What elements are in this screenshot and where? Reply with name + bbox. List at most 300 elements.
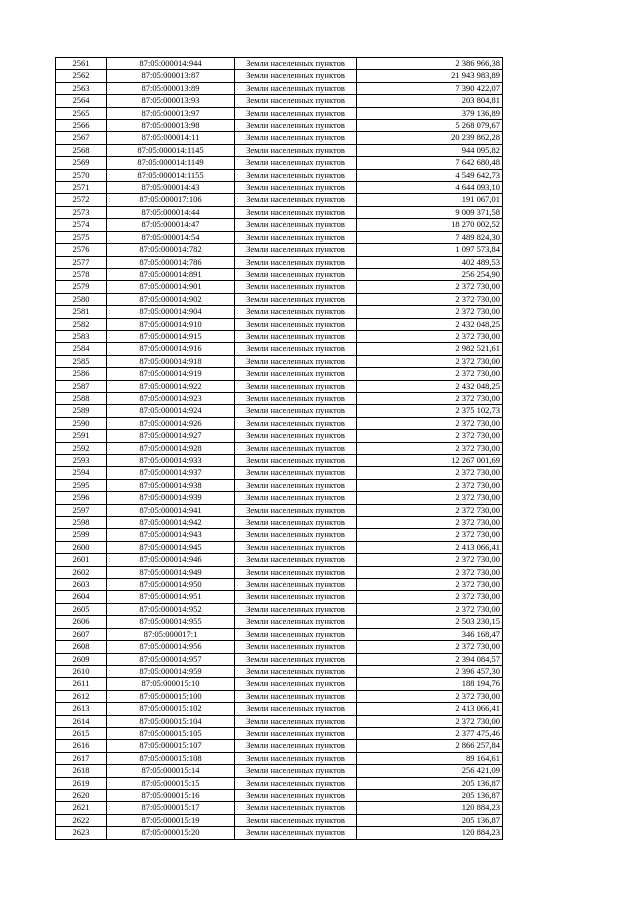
row-number-cell: 2600	[56, 541, 107, 553]
cadastral-number-cell: 87:05:000014:922	[107, 380, 235, 392]
land-category-cell: Земли населенных пунктов	[235, 616, 357, 628]
cadastral-value-cell: 2 982 521,61	[357, 343, 503, 355]
cadastral-value-cell: 7 642 680,48	[357, 157, 503, 169]
table-row	[56, 467, 503, 479]
table-row	[56, 244, 503, 256]
cadastral-number-cell: 87:05:000014:944	[107, 58, 235, 70]
cadastral-value-cell: 402 489,53	[357, 256, 503, 268]
cadastral-value-cell: 2 372 730,00	[357, 504, 503, 516]
cadastral-value-cell: 2 503 230,15	[357, 616, 503, 628]
cadastral-number-cell: 87:05:000015:10	[107, 678, 235, 690]
table-row	[56, 157, 503, 169]
table-row	[56, 765, 503, 777]
land-category-cell: Земли населенных пунктов	[235, 58, 357, 70]
cadastral-value-cell: 2 372 730,00	[357, 293, 503, 305]
table-row	[56, 554, 503, 566]
row-number-cell: 2588	[56, 392, 107, 404]
row-number-cell: 2616	[56, 740, 107, 752]
row-number-cell: 2587	[56, 380, 107, 392]
cadastral-value-cell: 379 136,89	[357, 107, 503, 119]
land-category-cell: Земли населенных пунктов	[235, 665, 357, 677]
row-number-cell: 2598	[56, 517, 107, 529]
land-category-cell: Земли населенных пунктов	[235, 566, 357, 578]
row-number-cell: 2603	[56, 579, 107, 591]
cadastral-value-cell: 21 943 983,89	[357, 70, 503, 82]
table-row	[56, 219, 503, 231]
cadastral-number-cell: 87:05:000014:956	[107, 641, 235, 653]
land-category-cell: Земли населенных пунктов	[235, 765, 357, 777]
cadastral-value-cell: 2 372 730,00	[357, 690, 503, 702]
row-number-cell: 2577	[56, 256, 107, 268]
land-category-cell: Земли населенных пунктов	[235, 368, 357, 380]
cadastral-value-cell: 120 884,23	[357, 827, 503, 839]
cadastral-value-cell: 2 432 048,25	[357, 318, 503, 330]
table-row	[56, 70, 503, 82]
row-number-cell: 2580	[56, 293, 107, 305]
row-number-cell: 2618	[56, 765, 107, 777]
cadastral-number-cell: 87:05:000014:952	[107, 603, 235, 615]
land-category-cell: Земли населенных пунктов	[235, 492, 357, 504]
table-row	[56, 827, 503, 839]
cadastral-value-cell: 89 164,61	[357, 752, 503, 764]
row-number-cell: 2617	[56, 752, 107, 764]
cadastral-value-cell: 2 394 084,57	[357, 653, 503, 665]
cadastral-value-cell: 120 884,23	[357, 802, 503, 814]
cadastral-value-cell: 5 268 079,67	[357, 120, 503, 132]
land-category-cell: Земли населенных пунктов	[235, 132, 357, 144]
land-category-cell: Земли населенных пунктов	[235, 343, 357, 355]
cadastral-value-cell: 2 372 730,00	[357, 579, 503, 591]
cadastral-number-cell: 87:05:000014:945	[107, 541, 235, 553]
cadastral-number-cell: 87:05:000015:102	[107, 703, 235, 715]
cadastral-value-cell: 2 372 730,00	[357, 715, 503, 727]
cadastral-number-cell: 87:05:000014:902	[107, 293, 235, 305]
table-row	[56, 628, 503, 640]
cadastral-value-cell: 2 377 475,46	[357, 727, 503, 739]
land-category-cell: Земли населенных пунктов	[235, 206, 357, 218]
cadastral-number-cell: 87:05:000014:923	[107, 392, 235, 404]
cadastral-number-cell: 87:05:000014:786	[107, 256, 235, 268]
cadastral-number-cell: 87:05:000013:89	[107, 82, 235, 94]
row-number-cell: 2607	[56, 628, 107, 640]
land-category-cell: Земли населенных пунктов	[235, 144, 357, 156]
row-number-cell: 2562	[56, 70, 107, 82]
cadastral-value-cell: 2 432 048,25	[357, 380, 503, 392]
row-number-cell: 2570	[56, 169, 107, 181]
cadastral-value-cell: 7 489 824,30	[357, 231, 503, 243]
table-row	[56, 777, 503, 789]
land-category-cell: Земли населенных пунктов	[235, 417, 357, 429]
cadastral-number-cell: 87:05:000014:1149	[107, 157, 235, 169]
row-number-cell: 2565	[56, 107, 107, 119]
table-row	[56, 132, 503, 144]
cadastral-number-cell: 87:05:000017:1	[107, 628, 235, 640]
row-number-cell: 2582	[56, 318, 107, 330]
table-row	[56, 616, 503, 628]
land-category-cell: Земли населенных пунктов	[235, 157, 357, 169]
table-row	[56, 268, 503, 280]
land-category-cell: Земли населенных пунктов	[235, 504, 357, 516]
cadastral-value-cell: 2 372 730,00	[357, 392, 503, 404]
land-category-cell: Земли населенных пунктов	[235, 802, 357, 814]
cadastral-number-cell: 87:05:000017:106	[107, 194, 235, 206]
land-category-cell: Земли населенных пунктов	[235, 529, 357, 541]
cadastral-value-cell: 2 372 730,00	[357, 479, 503, 491]
cadastral-value-cell: 256 421,09	[357, 765, 503, 777]
land-category-cell: Земли населенных пунктов	[235, 194, 357, 206]
land-category-cell: Земли населенных пунктов	[235, 256, 357, 268]
table-row	[56, 392, 503, 404]
row-number-cell: 2611	[56, 678, 107, 690]
table-row	[56, 740, 503, 752]
table-row	[56, 802, 503, 814]
cadastral-value-cell: 2 372 730,00	[357, 566, 503, 578]
row-number-cell: 2590	[56, 417, 107, 429]
cadastral-value-cell: 2 372 730,00	[357, 442, 503, 454]
cadastral-value-cell: 2 396 457,30	[357, 665, 503, 677]
cadastral-value-cell: 2 372 730,00	[357, 417, 503, 429]
cadastral-number-cell: 87:05:000014:919	[107, 368, 235, 380]
cadastral-value-cell: 20 239 862,28	[357, 132, 503, 144]
cadastral-number-cell: 87:05:000015:19	[107, 814, 235, 826]
row-number-cell: 2622	[56, 814, 107, 826]
cadastral-number-cell: 87:05:000014:927	[107, 430, 235, 442]
row-number-cell: 2561	[56, 58, 107, 70]
row-number-cell: 2599	[56, 529, 107, 541]
cadastral-value-cell: 2 413 066,41	[357, 703, 503, 715]
table-row	[56, 442, 503, 454]
table-row	[56, 417, 503, 429]
cadastral-number-cell: 87:05:000014:951	[107, 591, 235, 603]
table-row	[56, 591, 503, 603]
row-number-cell: 2602	[56, 566, 107, 578]
cadastral-value-cell: 2 372 730,00	[357, 517, 503, 529]
row-number-cell: 2579	[56, 281, 107, 293]
cadastral-number-cell: 87:05:000014:904	[107, 306, 235, 318]
table-row	[56, 789, 503, 801]
row-number-cell: 2568	[56, 144, 107, 156]
cadastral-number-cell: 87:05:000015:20	[107, 827, 235, 839]
cadastral-number-cell: 87:05:000014:957	[107, 653, 235, 665]
cadastral-value-cell: 4 549 642,73	[357, 169, 503, 181]
cadastral-number-cell: 87:05:000014:1145	[107, 144, 235, 156]
land-category-cell: Земли населенных пунктов	[235, 95, 357, 107]
row-number-cell: 2613	[56, 703, 107, 715]
cadastral-value-cell: 191 067,01	[357, 194, 503, 206]
row-number-cell: 2620	[56, 789, 107, 801]
land-category-cell: Земли населенных пунктов	[235, 715, 357, 727]
table-row	[56, 492, 503, 504]
cadastral-number-cell: 87:05:000015:104	[107, 715, 235, 727]
row-number-cell: 2595	[56, 479, 107, 491]
land-category-cell: Земли населенных пунктов	[235, 293, 357, 305]
cadastral-value-cell: 944 095,82	[357, 144, 503, 156]
land-category-cell: Земли населенных пунктов	[235, 442, 357, 454]
cadastral-number-cell: 87:05:000014:915	[107, 330, 235, 342]
cadastral-number-cell: 87:05:000014:946	[107, 554, 235, 566]
row-number-cell: 2574	[56, 219, 107, 231]
row-number-cell: 2606	[56, 616, 107, 628]
land-category-cell: Земли населенных пунктов	[235, 827, 357, 839]
cadastral-value-cell: 188 194,76	[357, 678, 503, 690]
cadastral-value-cell: 205 136,87	[357, 789, 503, 801]
cadastral-number-cell: 87:05:000014:949	[107, 566, 235, 578]
land-category-cell: Земли населенных пунктов	[235, 603, 357, 615]
land-category-cell: Земли населенных пунктов	[235, 70, 357, 82]
cadastral-value-cell: 205 136,87	[357, 814, 503, 826]
land-category-cell: Земли населенных пунктов	[235, 690, 357, 702]
land-category-cell: Земли населенных пунктов	[235, 653, 357, 665]
cadastral-number-cell: 87:05:000014:782	[107, 244, 235, 256]
row-number-cell: 2593	[56, 455, 107, 467]
row-number-cell: 2615	[56, 727, 107, 739]
row-number-cell: 2592	[56, 442, 107, 454]
cadastral-number-cell: 87:05:000014:44	[107, 206, 235, 218]
table-row	[56, 529, 503, 541]
cadastral-number-cell: 87:05:000014:937	[107, 467, 235, 479]
land-category-cell: Земли населенных пунктов	[235, 405, 357, 417]
cadastral-value-cell: 2 372 730,00	[357, 467, 503, 479]
land-category-cell: Земли населенных пунктов	[235, 318, 357, 330]
cadastral-number-cell: 87:05:000014:916	[107, 343, 235, 355]
land-category-cell: Земли населенных пунктов	[235, 430, 357, 442]
cadastral-number-cell: 87:05:000014:11	[107, 132, 235, 144]
table-row	[56, 256, 503, 268]
land-category-cell: Земли населенных пунктов	[235, 554, 357, 566]
cadastral-value-cell: 2 413 066,41	[357, 541, 503, 553]
cadastral-value-cell: 2 372 730,00	[357, 355, 503, 367]
cadastral-number-cell: 87:05:000013:87	[107, 70, 235, 82]
cadastral-number-cell: 87:05:000014:54	[107, 231, 235, 243]
row-number-cell: 2609	[56, 653, 107, 665]
table-row	[56, 479, 503, 491]
cadastral-number-cell: 87:05:000014:43	[107, 182, 235, 194]
land-category-cell: Земли населенных пунктов	[235, 169, 357, 181]
land-category-cell: Земли населенных пунктов	[235, 82, 357, 94]
cadastral-value-cell: 256 254,90	[357, 268, 503, 280]
land-category-cell: Земли населенных пунктов	[235, 740, 357, 752]
land-category-cell: Земли населенных пунктов	[235, 392, 357, 404]
cadastral-value-cell: 12 267 001,69	[357, 455, 503, 467]
cadastral-number-cell: 87:05:000015:107	[107, 740, 235, 752]
table-row	[56, 343, 503, 355]
cadastral-number-cell: 87:05:000014:943	[107, 529, 235, 541]
table-row	[56, 814, 503, 826]
cadastral-value-cell: 2 386 966,38	[357, 58, 503, 70]
table-row	[56, 306, 503, 318]
row-number-cell: 2597	[56, 504, 107, 516]
row-number-cell: 2569	[56, 157, 107, 169]
row-number-cell: 2601	[56, 554, 107, 566]
cadastral-value-cell: 2 372 730,00	[357, 591, 503, 603]
cadastral-number-cell: 87:05:000015:108	[107, 752, 235, 764]
cadastral-number-cell: 87:05:000014:1155	[107, 169, 235, 181]
row-number-cell: 2591	[56, 430, 107, 442]
cadastral-value-cell: 205 136,87	[357, 777, 503, 789]
table-row	[56, 169, 503, 181]
table-row	[56, 653, 503, 665]
table-row	[56, 690, 503, 702]
table-row	[56, 58, 503, 70]
land-category-cell: Земли населенных пунктов	[235, 244, 357, 256]
table-row	[56, 82, 503, 94]
row-number-cell: 2610	[56, 665, 107, 677]
cadastral-value-cell: 7 390 422,07	[357, 82, 503, 94]
row-number-cell: 2596	[56, 492, 107, 504]
cadastral-value-cell: 2 372 730,00	[357, 281, 503, 293]
land-category-cell: Земли населенных пунктов	[235, 355, 357, 367]
cadastral-number-cell: 87:05:000014:926	[107, 417, 235, 429]
row-number-cell: 2585	[56, 355, 107, 367]
row-number-cell: 2567	[56, 132, 107, 144]
cadastral-number-cell: 87:05:000013:98	[107, 120, 235, 132]
cadastral-number-cell: 87:05:000014:910	[107, 318, 235, 330]
land-category-cell: Земли населенных пунктов	[235, 380, 357, 392]
table-row	[56, 455, 503, 467]
row-number-cell: 2573	[56, 206, 107, 218]
row-number-cell: 2566	[56, 120, 107, 132]
row-number-cell: 2583	[56, 330, 107, 342]
land-category-cell: Земли населенных пунктов	[235, 678, 357, 690]
row-number-cell: 2594	[56, 467, 107, 479]
cadastral-number-cell: 87:05:000014:928	[107, 442, 235, 454]
row-number-cell: 2608	[56, 641, 107, 653]
cadastral-number-cell: 87:05:000015:15	[107, 777, 235, 789]
cadastral-number-cell: 87:05:000015:105	[107, 727, 235, 739]
cadastral-value-cell: 2 372 730,00	[357, 492, 503, 504]
table-row	[56, 182, 503, 194]
land-category-cell: Земли населенных пунктов	[235, 330, 357, 342]
cadastral-number-cell: 87:05:000014:955	[107, 616, 235, 628]
cadastral-number-cell: 87:05:000014:959	[107, 665, 235, 677]
table-row	[56, 752, 503, 764]
cadastral-value-cell: 2 372 730,00	[357, 603, 503, 615]
cadastral-number-cell: 87:05:000013:97	[107, 107, 235, 119]
cadastral-value-cell: 2 372 730,00	[357, 368, 503, 380]
row-number-cell: 2623	[56, 827, 107, 839]
row-number-cell: 2581	[56, 306, 107, 318]
table-row	[56, 120, 503, 132]
table-row	[56, 293, 503, 305]
table-row	[56, 715, 503, 727]
cadastral-value-cell: 2 372 730,00	[357, 330, 503, 342]
row-number-cell: 2584	[56, 343, 107, 355]
cadastral-number-cell: 87:05:000014:939	[107, 492, 235, 504]
row-number-cell: 2563	[56, 82, 107, 94]
cadastral-value-cell: 2 866 257,84	[357, 740, 503, 752]
row-number-cell: 2619	[56, 777, 107, 789]
land-category-cell: Земли населенных пунктов	[235, 219, 357, 231]
cadastral-number-cell: 87:05:000014:933	[107, 455, 235, 467]
row-number-cell: 2605	[56, 603, 107, 615]
row-number-cell: 2589	[56, 405, 107, 417]
cadastral-value-cell: 2 372 730,00	[357, 430, 503, 442]
row-number-cell: 2612	[56, 690, 107, 702]
land-category-cell: Земли населенных пунктов	[235, 789, 357, 801]
table-row	[56, 579, 503, 591]
row-number-cell: 2564	[56, 95, 107, 107]
land-category-cell: Земли населенных пунктов	[235, 306, 357, 318]
land-parcel-table	[55, 57, 503, 840]
land-category-cell: Земли населенных пунктов	[235, 231, 357, 243]
row-number-cell: 2578	[56, 268, 107, 280]
land-category-cell: Земли населенных пунктов	[235, 541, 357, 553]
cadastral-value-cell: 2 375 102,73	[357, 405, 503, 417]
cadastral-number-cell: 87:05:000015:17	[107, 802, 235, 814]
cadastral-number-cell: 87:05:000015:100	[107, 690, 235, 702]
land-category-cell: Земли населенных пунктов	[235, 467, 357, 479]
land-category-cell: Земли населенных пунктов	[235, 479, 357, 491]
table-row	[56, 430, 503, 442]
land-category-cell: Земли населенных пунктов	[235, 628, 357, 640]
land-category-cell: Земли населенных пунктов	[235, 107, 357, 119]
table-row	[56, 318, 503, 330]
cadastral-value-cell: 203 804,81	[357, 95, 503, 107]
table-row	[56, 194, 503, 206]
land-category-cell: Земли населенных пунктов	[235, 641, 357, 653]
table-row	[56, 541, 503, 553]
table-body	[56, 58, 503, 840]
table-row	[56, 727, 503, 739]
row-number-cell: 2572	[56, 194, 107, 206]
cadastral-value-cell: 18 270 002,52	[357, 219, 503, 231]
cadastral-value-cell: 2 372 730,00	[357, 554, 503, 566]
cadastral-number-cell: 87:05:000014:924	[107, 405, 235, 417]
cadastral-value-cell: 9 009 371,58	[357, 206, 503, 218]
row-number-cell: 2604	[56, 591, 107, 603]
cadastral-value-cell: 2 372 730,00	[357, 641, 503, 653]
land-category-cell: Земли населенных пунктов	[235, 591, 357, 603]
table-row	[56, 144, 503, 156]
table-row	[56, 368, 503, 380]
cadastral-value-cell: 1 097 573,84	[357, 244, 503, 256]
table-row	[56, 95, 503, 107]
table-row	[56, 504, 503, 516]
table-row	[56, 517, 503, 529]
land-category-cell: Земли населенных пунктов	[235, 120, 357, 132]
land-category-cell: Земли населенных пунктов	[235, 703, 357, 715]
cadastral-value-cell: 2 372 730,00	[357, 306, 503, 318]
table-row	[56, 641, 503, 653]
cadastral-number-cell: 87:05:000014:901	[107, 281, 235, 293]
cadastral-number-cell: 87:05:000014:891	[107, 268, 235, 280]
table-row	[56, 665, 503, 677]
cadastral-number-cell: 87:05:000014:938	[107, 479, 235, 491]
cadastral-number-cell: 87:05:000013:93	[107, 95, 235, 107]
cadastral-value-cell: 4 644 093,10	[357, 182, 503, 194]
cadastral-number-cell: 87:05:000014:941	[107, 504, 235, 516]
cadastral-value-cell: 346 168,47	[357, 628, 503, 640]
cadastral-number-cell: 87:05:000015:14	[107, 765, 235, 777]
table-row	[56, 231, 503, 243]
cadastral-number-cell: 87:05:000015:16	[107, 789, 235, 801]
table-row	[56, 566, 503, 578]
row-number-cell: 2575	[56, 231, 107, 243]
row-number-cell: 2614	[56, 715, 107, 727]
table-row	[56, 678, 503, 690]
cadastral-number-cell: 87:05:000014:950	[107, 579, 235, 591]
table-row	[56, 107, 503, 119]
cadastral-number-cell: 87:05:000014:942	[107, 517, 235, 529]
cadastral-value-cell: 2 372 730,00	[357, 529, 503, 541]
land-category-cell: Земли населенных пунктов	[235, 182, 357, 194]
row-number-cell: 2571	[56, 182, 107, 194]
land-category-cell: Земли населенных пунктов	[235, 777, 357, 789]
table-row	[56, 603, 503, 615]
table-row	[56, 703, 503, 715]
land-category-cell: Земли населенных пунктов	[235, 752, 357, 764]
row-number-cell: 2576	[56, 244, 107, 256]
